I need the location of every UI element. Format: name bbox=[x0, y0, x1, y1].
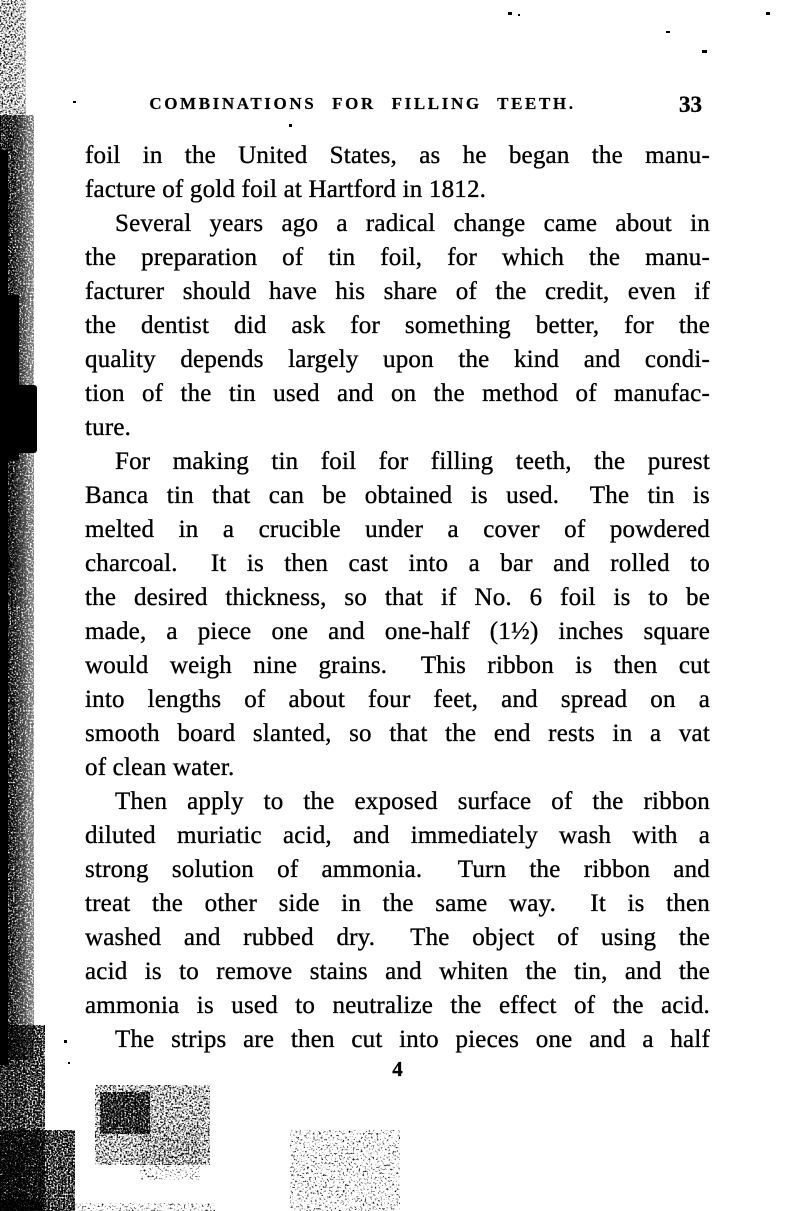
text-line: treat the other side in the same way. It is then bbox=[85, 890, 710, 917]
text-line: Several years ago a radical change came about in bbox=[115, 210, 710, 237]
page-header bbox=[85, 94, 710, 124]
text-line: ammonia is used to neutralize the effect of the acid. bbox=[85, 992, 710, 1019]
text-line: acid is to remove stains and whiten the tin, and the bbox=[85, 958, 710, 985]
text-line: smooth board slanted, so that the end rests in a vat bbox=[85, 720, 710, 747]
text-line: facture of gold foil at Hartford in 1812. bbox=[85, 176, 487, 203]
page-number: 33 bbox=[679, 92, 702, 117]
text-line: would weigh nine grains. This ribbon is then cut bbox=[85, 652, 710, 679]
text-line: the preparation of tin foil, for which the manu- bbox=[85, 244, 710, 271]
text-line: quality depends largely upon the kind and condi- bbox=[85, 346, 710, 373]
running-title: COMBINATIONS FOR FILLING TEETH. bbox=[149, 94, 576, 113]
text-line: diluted muriatic acid, and immediately wash with a bbox=[85, 822, 710, 849]
text-line: into lengths of about four feet, and spread on a bbox=[85, 686, 710, 713]
text-line: tion of the tin used and on the method of manufac- bbox=[85, 380, 710, 407]
text-line: The strips are then cut into pieces one and a half bbox=[115, 1026, 710, 1053]
text-line: foil in the United States, as he began the manu- bbox=[85, 142, 710, 169]
text-line: melted in a crucible under a cover of powdered bbox=[85, 516, 710, 543]
text-line: For making tin foil for filling teeth, the purest bbox=[115, 448, 710, 475]
text-line: of clean water. bbox=[85, 754, 235, 781]
text-line: strong solution of ammonia. Turn the ribbon and bbox=[85, 856, 710, 883]
text-line: the dentist did ask for something better, for the bbox=[85, 312, 710, 339]
signature-mark: 4 bbox=[392, 1057, 403, 1081]
text-line: Banca tin that can be obtained is used. The tin is bbox=[85, 482, 710, 509]
text-line: ture. bbox=[85, 414, 132, 441]
text-line: washed and rubbed dry. The object of using the bbox=[85, 924, 710, 951]
text-line: Then apply to the exposed surface of the ribbon bbox=[115, 788, 710, 815]
text-line: the desired thickness, so that if No. 6 foil is to be bbox=[85, 584, 710, 611]
text-line: facturer should have his share of the credit, even if bbox=[85, 278, 710, 305]
text-line: made, a piece one and one-half (1½) inches square bbox=[85, 618, 710, 645]
text-line: charcoal. It is then cast into a bar and rolled to bbox=[85, 550, 710, 577]
body-text bbox=[85, 139, 710, 1057]
